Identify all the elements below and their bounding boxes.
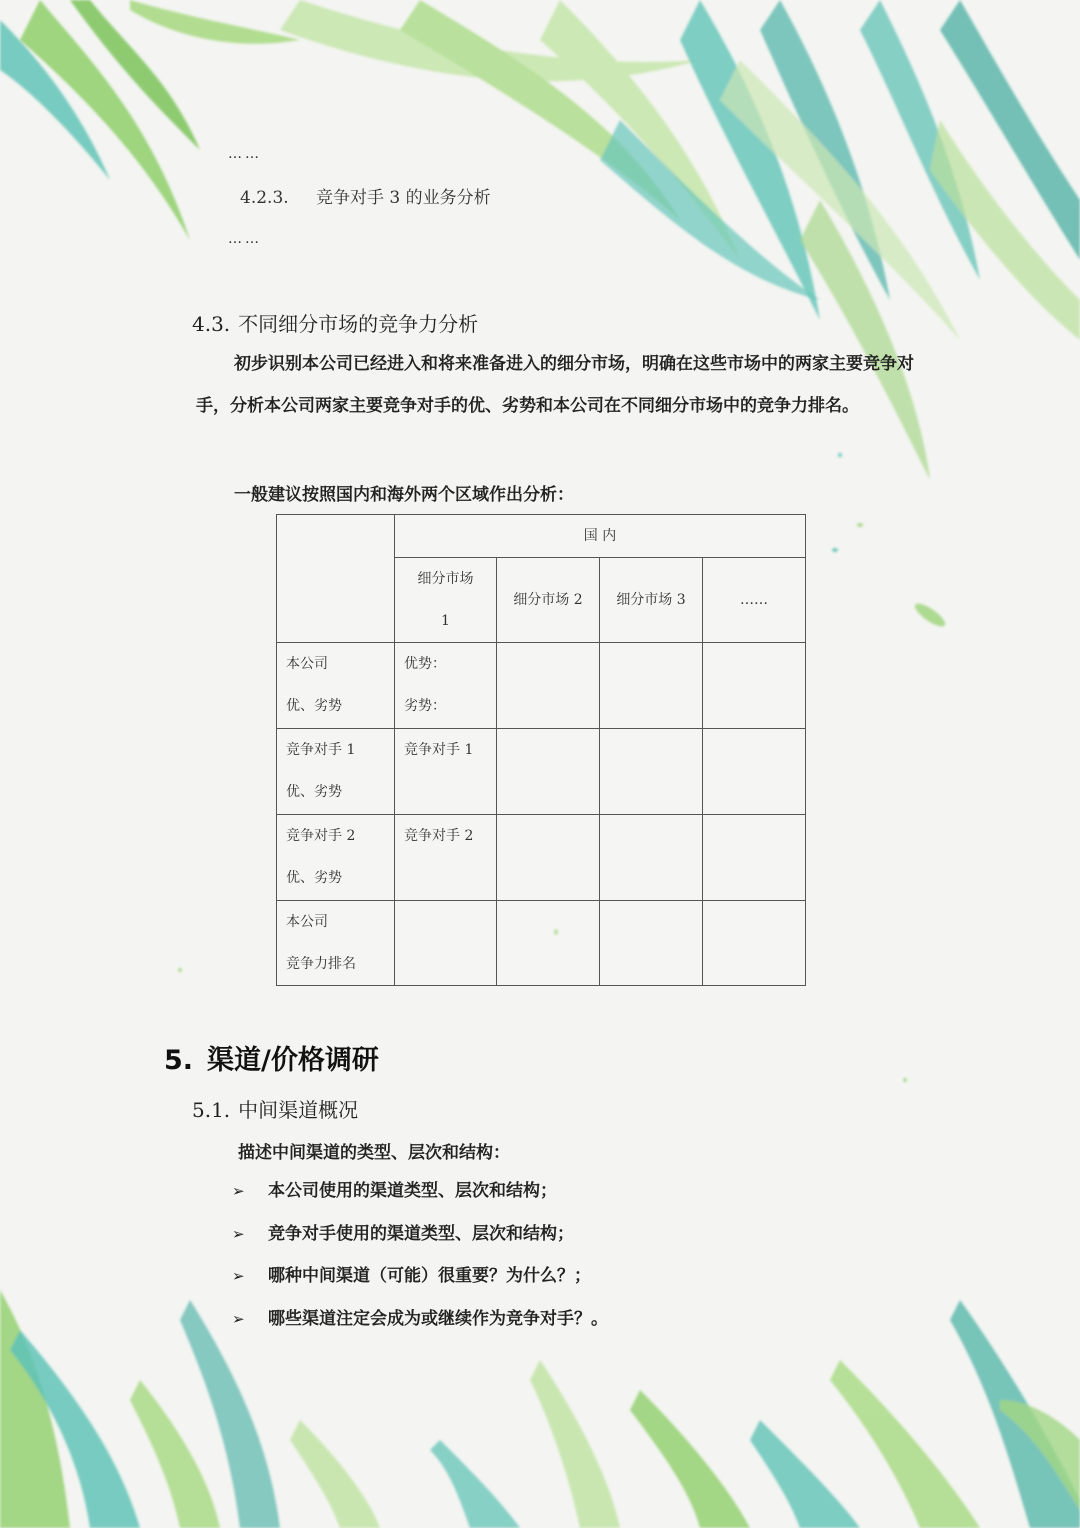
section-heading-5-1 — [192, 1094, 358, 1123]
table-cell — [600, 815, 703, 901]
row-label-line: 竞争对手 2 — [286, 828, 356, 844]
segment-header — [395, 558, 497, 643]
chapter-title: 渠道/价格调研 — [207, 1045, 379, 1076]
table-row — [277, 815, 806, 901]
table-cell — [703, 729, 806, 815]
row-label — [277, 643, 395, 729]
list-item — [232, 1213, 608, 1256]
table-corner-cell — [277, 515, 395, 643]
arrow-bullet-icon: ➢ — [232, 1224, 245, 1243]
segment-header — [600, 558, 703, 643]
paragraph-text: 初步识别本公司已经进入和将来准备进入的细分市场，明确在这些市场中的两家主要竞争对手，分析本公司两家主要竞争对手的优、劣势和本公司在不同细分市场中的竞争力排名。 — [196, 354, 914, 416]
list-item-text: 本公司使用的渠道类型、层次和结构； — [268, 1181, 557, 1201]
row-label-line: 竞争对手 1 — [286, 742, 356, 758]
table-cell — [497, 901, 600, 986]
segment-header — [703, 558, 806, 643]
section-heading-4-3 — [192, 308, 478, 337]
segment-header-line: 细分市场 — [417, 571, 474, 587]
channel-lead: 描述中间渠道的类型、层次和结构： — [238, 1143, 510, 1163]
cell-line: 优势： — [404, 656, 446, 672]
toc-item-title: 竞争对手 3 的业务分析 — [316, 188, 491, 208]
segment-header-line: 细分市场 2 — [513, 592, 583, 608]
list-item — [232, 1170, 608, 1213]
competitiveness-table — [276, 514, 806, 986]
section-title: 中间渠道概况 — [238, 1098, 359, 1122]
toc-item-number: 4.2.3. — [240, 188, 289, 208]
cell-line: 劣势： — [404, 698, 446, 714]
segment-header-line: …… — [740, 592, 768, 608]
table-cell — [600, 901, 703, 986]
section-number: 4.3. — [192, 312, 231, 336]
section-title: 不同细分市场的竞争力分析 — [238, 312, 479, 336]
segment-header-line: 细分市场 3 — [616, 592, 686, 608]
chapter-heading-5 — [164, 1038, 379, 1077]
chapter-number: 5. — [164, 1045, 194, 1076]
row-label — [277, 901, 395, 986]
row-label-line: 竞争力排名 — [286, 956, 356, 972]
analysis-lead: 一般建议按照国内和海外两个区域作出分析： — [234, 485, 574, 505]
table-cell — [395, 729, 497, 815]
table-cell — [395, 901, 497, 986]
table-cell — [497, 643, 600, 729]
segment-header — [497, 558, 600, 643]
cell-line: 竞争对手 2 — [404, 828, 474, 844]
list-item-text: 哪种中间渠道（可能）很重要？为什么？； — [268, 1266, 591, 1286]
row-label-line: 本公司 — [286, 914, 328, 930]
list-item-text: 竞争对手使用的渠道类型、层次和结构； — [268, 1223, 574, 1244]
list-item — [232, 1255, 608, 1298]
table-cell — [703, 901, 806, 986]
table-cell — [600, 729, 703, 815]
table-cell — [600, 643, 703, 729]
table-cell — [703, 815, 806, 901]
channel-bullet-list — [232, 1170, 608, 1340]
cell-line: 竞争对手 1 — [404, 742, 474, 758]
table-cell — [497, 815, 600, 901]
list-item-text: 哪些渠道注定会成为或继续作为竞争对手？。 — [268, 1308, 608, 1329]
section-paragraph — [196, 343, 922, 427]
table-cell — [703, 643, 806, 729]
segment-header-line: 1 — [441, 613, 450, 629]
row-label — [277, 729, 395, 815]
row-label-line: 优、劣势 — [286, 870, 342, 886]
section-number: 5.1. — [192, 1098, 231, 1122]
toc-item-4-2-3 — [240, 183, 491, 208]
region-header: 国 内 — [395, 515, 806, 558]
table-row — [277, 901, 806, 986]
table-cell — [395, 643, 497, 729]
row-label-line: 优、劣势 — [286, 784, 342, 800]
toc-ellipsis: …… — [228, 231, 262, 247]
arrow-bullet-icon: ➢ — [232, 1309, 245, 1328]
table-row — [277, 643, 806, 729]
arrow-bullet-icon: ➢ — [232, 1182, 245, 1200]
row-label — [277, 815, 395, 901]
arrow-bullet-icon: ➢ — [232, 1267, 245, 1285]
toc-ellipsis: …… — [228, 146, 262, 162]
table-row — [277, 729, 806, 815]
table-cell — [395, 815, 497, 901]
table-cell — [497, 729, 600, 815]
row-label-line: 优、劣势 — [286, 698, 342, 714]
row-label-line: 本公司 — [286, 656, 328, 672]
list-item — [232, 1298, 608, 1341]
